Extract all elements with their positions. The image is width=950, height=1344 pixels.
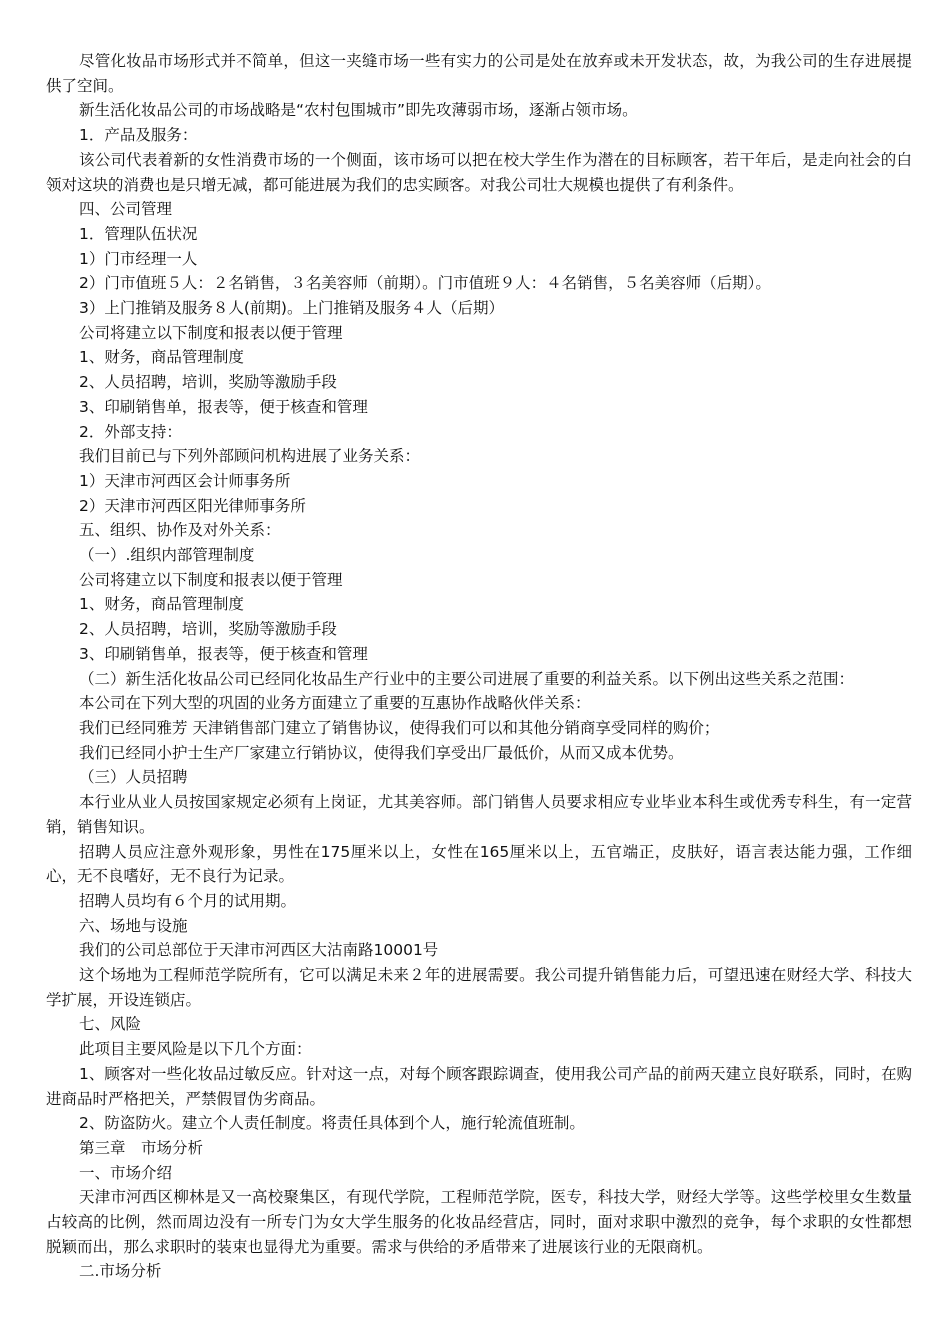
- paragraph: 新生活化妆品公司的市场战略是“农村包围城市”即先攻薄弱市场，逐渐占领市场。: [79, 101, 638, 120]
- paragraph: 我们已经同雅芳 天津销售部门建立了销售协议，使得我们可以和其他分销商享受同样的购价；: [79, 718, 720, 737]
- paragraph: 1、财务，商品管理制度: [79, 348, 244, 367]
- paragraph: 我们的公司总部位于天津市河西区大沽南路10001号: [79, 941, 439, 960]
- paragraph: 2、人员招聘，培训，奖励等激励手段: [79, 373, 337, 392]
- paragraph: 此项目主要风险是以下几个方面：: [79, 1040, 312, 1059]
- paragraph: 1．产品及服务：: [79, 126, 198, 145]
- paragraph: 公司将建立以下制度和报表以便于管理: [79, 570, 343, 589]
- paragraph: 这个场地为工程师范学院所有，它可以满足未来２年的进展需要。我公司提升销售能力后，可望迅速在财经大学、科技大学扩展，开设连锁店。: [46, 966, 912, 1009]
- paragraph: 2、防盗防火。建立个人责任制度。将责任具体到个人，施行轮流值班制。: [79, 1114, 585, 1133]
- paragraph: 1、顾客对一些化妆品过敏反应。针对这一点，对每个顾客跟踪调查，使用我公司产品的前两天建立良好联系，同时，在购进商品时严格把关，严禁假冒伪劣商品。: [46, 1064, 912, 1108]
- paragraph: 本行业从业人员按国家规定必须有上岗证，尤其美容师。部门销售人员要求相应专业毕业本科生或优秀专科生，有一定营销，销售知识。: [46, 793, 912, 836]
- paragraph: 本公司在下列大型的巩固的业务方面建立了重要的互惠协作战略伙伴关系：: [79, 694, 591, 713]
- paragraph: 该公司代表着新的女性消费市场的一个侧面，该市场可以把在校大学生作为潜在的目标顾客，若干年后，是走向社会的白领对这块的消费也是只增无减，都可能进展为我们的忠实顾客。对我公司壮大规模也提供了有利条件。: [46, 150, 912, 194]
- paragraph: 一、市场介绍: [79, 1163, 173, 1182]
- paragraph: 3、印刷销售单，报表等，便于核查和管理: [79, 397, 368, 416]
- paragraph: 1．管理队伍状况: [79, 224, 198, 243]
- paragraph: （一）.组织内部管理制度: [79, 546, 255, 565]
- paragraph: 1）门市经理一人: [79, 249, 198, 268]
- paragraph: 七、风险: [79, 1015, 142, 1034]
- paragraph: 我们已经同小护士生产厂家建立行销协议，使得我们享受出厂最低价，从而又成本优势。: [79, 743, 684, 762]
- paragraph: 招聘人员应注意外观形象，男性在175厘米以上，女性在165厘米以上，五官端正，皮肤好，语言表达能力强，工作细心，无不良嗜好，无不良行为记录。: [46, 842, 912, 886]
- paragraph: 1）天津市河西区会计师事务所: [79, 471, 291, 490]
- paragraph: 公司将建立以下制度和报表以便于管理: [79, 323, 343, 342]
- paragraph: （二）新生活化妆品公司已经同化妆品生产行业中的主要公司进展了重要的利益关系。以下例出这些关系之范围：: [79, 669, 855, 688]
- paragraph: 2、人员招聘，培训，奖励等激励手段: [79, 620, 337, 639]
- paragraph: （三）人员招聘: [79, 768, 188, 787]
- paragraph: 2）天津市河西区阳光律师事务所: [79, 496, 306, 515]
- paragraph: 2）门市值班５人：２名销售，３名美容师（前期）。门市值班９人：４名销售，５名美容师（后期）。: [79, 274, 771, 293]
- paragraph: 第三章 市场分析: [79, 1138, 204, 1157]
- paragraph: 3）上门推销及服务８人(前期)。上门推销及服务４人（后期）: [79, 299, 504, 318]
- paragraph: 2．外部支持：: [79, 422, 182, 441]
- paragraph: 四、公司管理: [79, 200, 173, 219]
- paragraph: 1、财务，商品管理制度: [79, 595, 244, 614]
- paragraph: 六、场地与设施: [79, 916, 188, 935]
- paragraph: 天津市河西区柳林是又一高校聚集区，有现代学院，工程师范学院，医专，科技大学，财经大学等。这些学校里女生数量占较高的比例，然而周边没有一所专门为女大学生服务的化妆品经营店，同时，面对求职中激烈的竞争，每个求职的女性都想脱颖而出，那么求职时的装束也显得尤为重要。需求与供给的矛盾带来了进展该行业的无限商机。: [46, 1188, 912, 1256]
- paragraph: 3、印刷销售单，报表等，便于核查和管理: [79, 644, 368, 663]
- paragraph: 尽管化妆品市场形式并不简单，但这一夹缝市场一些有实力的公司是处在放弃或未开发状态，故，为我公司的生存进展提供了空间。: [46, 52, 912, 95]
- paragraph: 招聘人员均有６个月的试用期。: [79, 891, 297, 910]
- paragraph: 二.市场分析: [79, 1262, 162, 1281]
- document-body: [46, 49, 912, 1284]
- paragraph: 我们目前已与下列外部顾问机构进展了业务关系：: [79, 447, 421, 466]
- paragraph: 五、组织、协作及对外关系：: [79, 521, 281, 540]
